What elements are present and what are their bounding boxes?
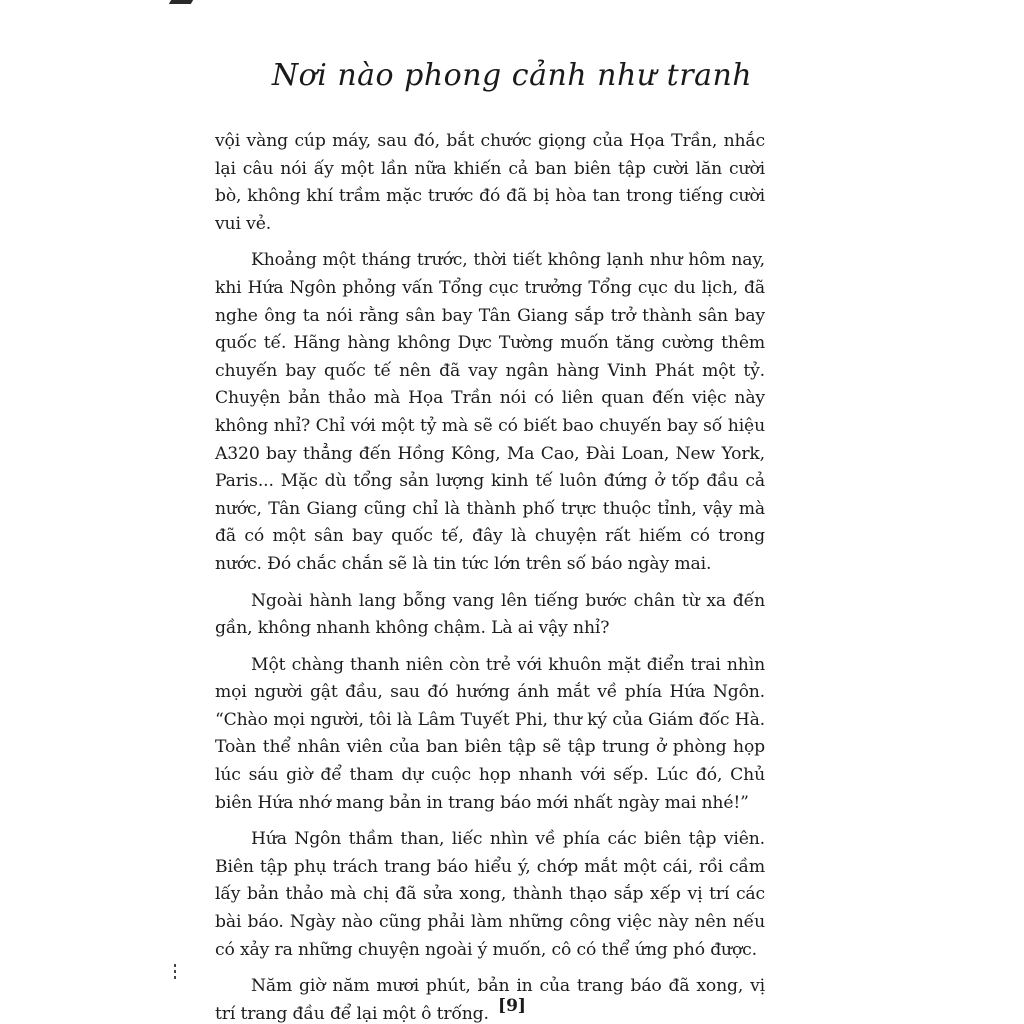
paragraph: Ngoài hành lang bỗng vang lên tiếng bước chân từ xa đến gần, không nhanh không chậm. Là ai vậy nhỉ? [215, 590, 765, 639]
paragraph: Năm giờ năm mươi phút, bản in của trang báo đã xong, vị trí trang đầu để lại một ô trống. [215, 976, 765, 1024]
paragraph: Một chàng thanh niên còn trẻ với khuôn mặt điển trai nhìn mọi người gật đầu, sau đó hướng ánh mắt về phía Hứa Ngôn. “Chào mọi người, tôi là Lâm Tuyết Phi, thư ký của Giám đốc Hà. Toàn thể nhân viên của ban biên tập sẽ tập trung ở phòng họp lúc sáu giờ để tham dự cuộc họp nhanh với sếp. Lúc đó, Chủ biên Hứa nhớ mang bản in trang báo mới nhất ngày mai nhé!” [215, 654, 765, 813]
margin-dots [174, 964, 178, 982]
paragraph: Khoảng một tháng trước, thời tiết không lạnh như hôm nay, khi Hứa Ngôn phỏng vấn Tổng cục trưởng Tổng cục du lịch, đã nghe ông ta nói rằng sân bay Tân Giang sắp trở thành sân bay quốc tế. Hãng hàng không Dực Tường muốn tăng cường thêm chuyến bay quốc tế nên đã vay ngân hàng Vinh Phát một tỷ. Chuyện bản thảo mà Họa Trần nói có liên quan đến việc này không nhỉ? Chỉ với một tỷ mà sẽ có biết bao chuyến bay số hiệu A320 bay thẳng đến Hồng Kông, Ma Cao, Đài Loan, New York, Paris... Mặc dù tổng sản lượng kinh tế luôn đứng ở tốp đầu cả nước, Tân Giang cũng chỉ là thành phố trực thuộc tỉnh, vậy mà đã có một sân bay quốc tế, đây là chuyện rất hiếm có trong nước. Đó chắc chắn sẽ là tin tức lớn trên số báo ngày mai. [215, 250, 765, 574]
paragraph-continued: vội vàng cúp máy, sau đó, bắt chước giọng của Họa Trần, nhắc lại câu nói ấy một lần nữa khiến cả ban biên tập cười lăn cười bò, không khí trầm mặc trước đó đã bị hòa tan trong tiếng cười vui vẻ. [215, 131, 765, 234]
running-title: Nơi nào phong cảnh như tranh [271, 58, 753, 93]
scan-edge-mark [169, 0, 193, 4]
paragraph: Hứa Ngôn thầm than, liếc nhìn về phía các biên tập viên. Biên tập phụ trách trang báo hiểu ý, chớp mắt một cái, rồi cầm lấy bản thảo mà chị đã sửa xong, thành thạo sắp xếp vị trí các bài báo. Ngày nào cũng phải làm những công việc này nên nếu có xảy ra những chuyện ngoài ý muốn, cô có thể ứng phó được. [215, 829, 765, 960]
body-text [215, 128, 765, 1024]
page-number: [9] [498, 996, 526, 1016]
